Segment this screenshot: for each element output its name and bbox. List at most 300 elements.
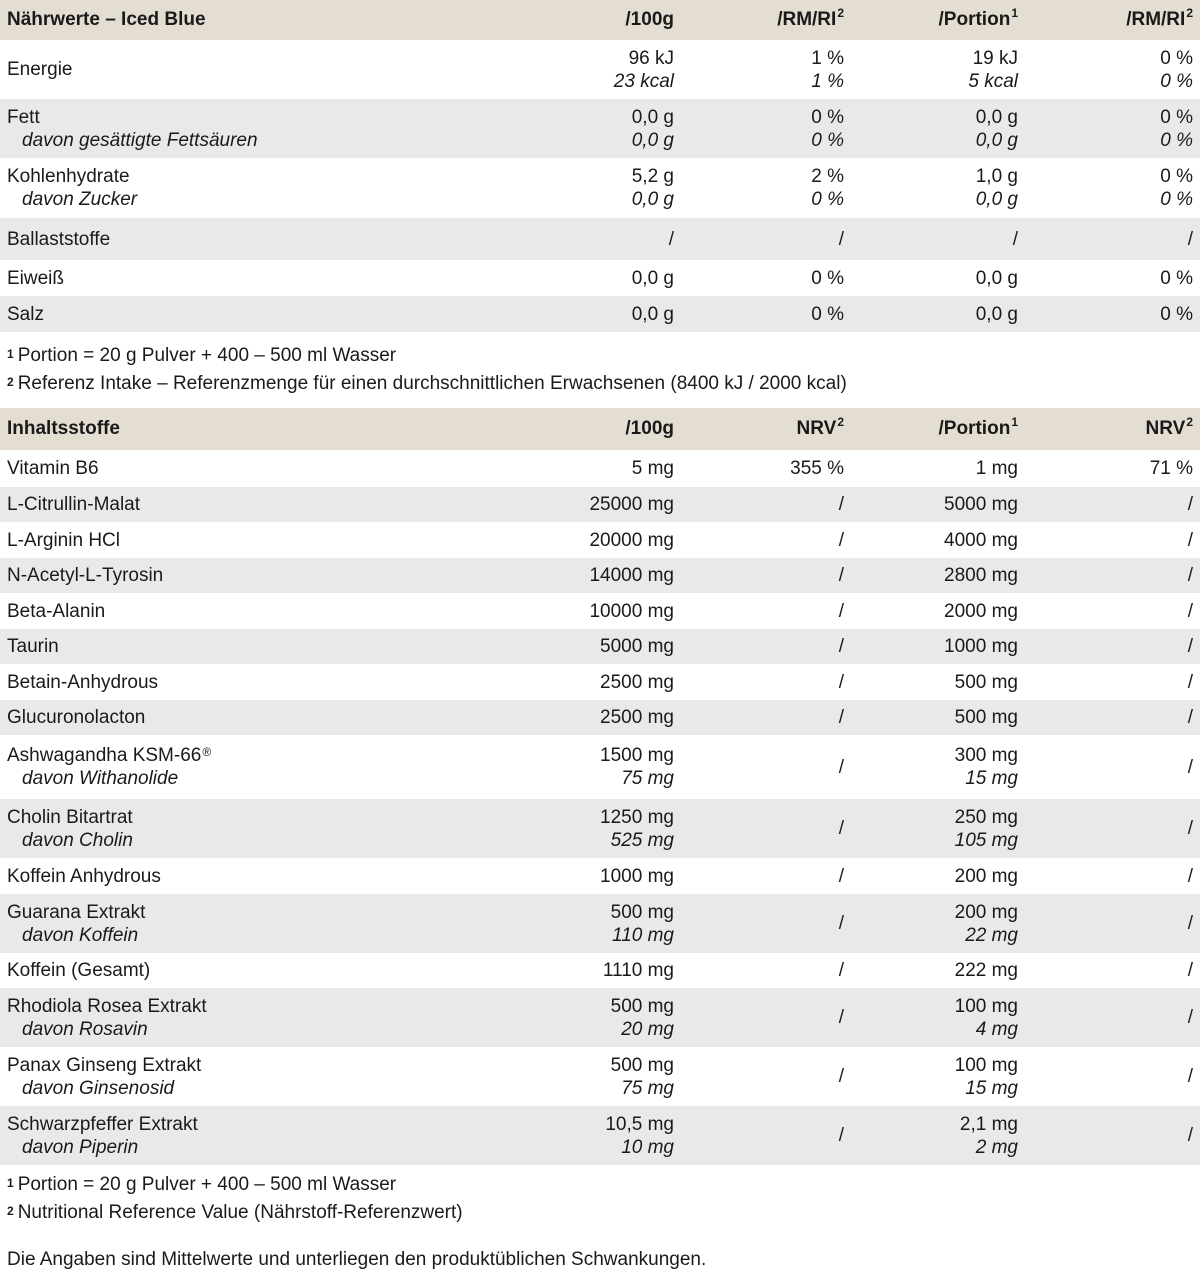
nutrition-row — [0, 260, 1200, 296]
ingredients-row-v1-value: 14000 mg — [589, 565, 674, 586]
ingredients-row-v3 — [944, 493, 1018, 516]
nutrition-footnote-1: $^1$ Portion = 20 g Pulver + 400 – 500 ml Wasser — [7, 345, 397, 366]
nutrition-row-v2 — [839, 228, 844, 251]
ingredients-row-v1 — [605, 1113, 674, 1159]
ingredients-row-v4-value: / — [1187, 865, 1193, 887]
ingredients-row-v2 — [839, 1065, 844, 1088]
nutrition-row-label: Ballaststoffe — [7, 228, 111, 250]
ingredients-row — [0, 988, 1200, 1047]
ingredients-row-v1-value: 75 mg — [621, 1077, 674, 1099]
ingredients-row-v3 — [955, 671, 1018, 694]
nutrition-row-name — [7, 228, 110, 251]
ingredients-row-v4-value: / — [1187, 707, 1193, 728]
nutrition-row-v2 — [811, 47, 844, 93]
ingredients-row-sublabel: davon Withanolide — [22, 768, 179, 789]
ingredients-row-sublabel: davon Rosavin — [22, 1018, 148, 1040]
ingredients-row — [0, 1106, 1200, 1165]
ingredients-row — [0, 953, 1200, 988]
ingredients-row-v2 — [839, 756, 844, 779]
ingredients-row-v4-value: / — [1187, 1125, 1193, 1146]
ingredients-row-v4 — [1150, 457, 1193, 480]
ingredients-row-v1-value: 20000 mg — [589, 529, 674, 551]
ingredients-row-v3-value: 1 mg — [975, 458, 1018, 479]
ingredients-row-v2 — [839, 1006, 844, 1029]
nutrition-row-v4 — [1160, 106, 1193, 152]
nutrition-row-label: Energie — [7, 59, 73, 80]
ingredients-row-label: Koffein Anhydrous — [7, 865, 161, 887]
ingredients-row-v3 — [944, 564, 1018, 587]
nutrition-header-c4: $/RM/RI^2$ — [1126, 6, 1193, 30]
ingredients-row-v3 — [976, 457, 1018, 480]
nutrition-row — [0, 296, 1200, 332]
nutrition-row-v2 — [811, 267, 844, 290]
ingredients-row-v3-value: 500 mg — [954, 707, 1018, 728]
ingredients-row-v2 — [839, 671, 844, 694]
ingredients-row-label: L-Citrullin-Malat — [7, 494, 141, 515]
ingredients-row-v2-value: / — [838, 707, 844, 728]
ingredients-row-v3 — [955, 959, 1018, 982]
ingredients-row-v3 — [944, 600, 1018, 623]
ingredients-row-label: Rhodiola Rosea Extrakt — [7, 995, 207, 1017]
ingredients-row-name — [7, 671, 158, 694]
ingredients-header-c2: NRV$^2$ — [796, 415, 844, 439]
nutrition-header-c4-sup: 2 — [1186, 6, 1193, 20]
ingredients-row-v2-value: / — [838, 865, 844, 887]
ingredients-row-v2 — [839, 600, 844, 623]
nutrition-row-v2-value: 1 % — [811, 70, 844, 92]
ingredients-row-v1-value: 2500 mg — [600, 707, 674, 728]
nutrition-row-v3 — [976, 303, 1018, 326]
ingredients-row-name — [7, 529, 120, 552]
ingredients-row-v2-value: / — [838, 756, 844, 778]
ingredients-row-label: Ashwagandha KSM-66® — [7, 745, 212, 766]
ingredients-row-v1 — [600, 806, 674, 852]
ingredients-row-v2 — [839, 912, 844, 935]
nutrition-row-v4 — [1160, 267, 1193, 290]
nutrition-row-v1-value: 23 kcal — [613, 70, 674, 92]
ingredients-row-v1 — [603, 959, 674, 982]
ingredients-row-v1 — [589, 600, 674, 623]
ingredients-row-v3 — [944, 529, 1018, 552]
ingredients-row-label: Guarana Extrakt — [7, 901, 146, 923]
nutrition-row-v4-value: 0 % — [1160, 106, 1193, 128]
nutrition-row-name — [7, 58, 73, 81]
ingredients-row-v1 — [589, 529, 674, 552]
nutrition-header-c2-sup: 2 — [837, 6, 844, 20]
nutrition-row-v3-value: 0,0 g — [975, 106, 1018, 128]
nutrition-row — [0, 158, 1200, 218]
ingredients-row-v2 — [839, 564, 844, 587]
ingredients-row-label-sup: ® — [202, 745, 212, 759]
nutrition-row — [0, 218, 1200, 260]
ingredients-row-v4-value: / — [1187, 913, 1193, 934]
nutrition-header-c2: $/RM/RI^2$ — [777, 6, 844, 30]
ingredients-table — [0, 408, 1200, 1165]
ingredients-row-v4 — [1188, 817, 1193, 840]
ingredients-row-v3 — [955, 1054, 1018, 1100]
ingredients-row-v2-value: / — [838, 818, 844, 839]
ingredients-row-v3-value: 5000 mg — [944, 494, 1018, 515]
ingredients-row-v4 — [1188, 635, 1193, 658]
ingredients-header-row — [0, 408, 1200, 450]
nutrition-row-v3-value: 1,0 g — [975, 166, 1018, 187]
ingredients-row-sublabel: davon Ginsenosid — [22, 1077, 175, 1099]
nutrition-row-v1-value: 0,0 g — [631, 267, 674, 289]
ingredients-header-c4: NRV$^2$ — [1145, 415, 1193, 439]
ingredients-row — [0, 664, 1200, 700]
ingredients-row-v1-value: 500 mg — [610, 1054, 674, 1076]
nutrition-header-c1: /100g — [625, 9, 674, 30]
nutrition-row-v3 — [968, 47, 1018, 93]
ingredients-row-v2-value: / — [838, 1007, 844, 1028]
ingredients-row-v1 — [632, 457, 674, 480]
nutrition-row-v4-value: 0 % — [1160, 267, 1193, 289]
ingredients-row-v4 — [1188, 529, 1193, 552]
nutrition-row-v2 — [811, 106, 844, 152]
nutrition-row-label: Salz — [7, 303, 44, 325]
ingredients-row-v1-value: 10,5 mg — [605, 1113, 674, 1135]
nutrition-row-v2-value: 0 % — [811, 129, 844, 151]
ingredients-row-v2 — [839, 865, 844, 888]
nutrition-row-label: Kohlenhydrate — [7, 166, 130, 187]
nutrition-row-label: Fett — [7, 106, 40, 128]
ingredients-row-v4-value: / — [1187, 1007, 1193, 1028]
ingredients-row-v3-value: 222 mg — [954, 960, 1018, 981]
nutrition-row-v4-value: 0 % — [1160, 70, 1193, 92]
ingredients-row-label: Schwarzpfeffer Extrakt — [7, 1113, 198, 1135]
ingredients-row — [0, 522, 1200, 558]
ingredients-row-v2 — [839, 635, 844, 658]
ingredients-row-v2-value: / — [838, 1066, 844, 1087]
nutrition-row-v3-value: / — [1012, 228, 1018, 250]
nutrition-row-name — [7, 267, 64, 290]
ingredients-row-v2 — [790, 457, 844, 480]
nutrition-row-v1 — [632, 303, 674, 326]
ingredients-row-name — [7, 564, 163, 587]
nutrition-row-v3 — [976, 106, 1018, 152]
ingredients-row-v1 — [600, 635, 674, 658]
ingredients-row-name — [7, 744, 211, 790]
nutrition-row-sublabel: davon Zucker — [22, 189, 138, 210]
ingredients-row-v1-value: 10 mg — [621, 1136, 674, 1158]
ingredients-row-v1 — [600, 706, 674, 729]
ingredients-row — [0, 858, 1200, 894]
ingredients-row-v4-value: / — [1187, 529, 1193, 551]
nutrition-row-v2-value: 2 % — [811, 166, 844, 187]
ingredients-row — [0, 1047, 1200, 1106]
nutrition-row-v4-value: 0 % — [1160, 166, 1193, 187]
ingredients-row-v3 — [955, 744, 1018, 790]
ingredients-row-v4 — [1188, 671, 1193, 694]
nutrition-row-v2-value: / — [838, 228, 844, 250]
ingredients-row-label: Panax Ginseng Extrakt — [7, 1054, 202, 1076]
ingredients-row-v1 — [600, 865, 674, 888]
ingredients-row-v3-value: 200 mg — [954, 865, 1018, 887]
ingredients-row — [0, 593, 1200, 629]
ingredients-row-name — [7, 706, 145, 729]
nutrition-row-v3-value: 0,0 g — [975, 267, 1018, 289]
ingredients-header-c3-sup: 1 — [1011, 415, 1018, 429]
nutrition-row-v4 — [1160, 303, 1193, 326]
ingredients-row — [0, 629, 1200, 664]
nutrition-row-v3-value: 0,0 g — [975, 189, 1018, 210]
ingredients-row-v1-value: 5 mg — [631, 458, 674, 479]
ingredients-row-v1-value: 110 mg — [612, 924, 674, 946]
nutrition-row-v3-value: 5 kcal — [968, 70, 1018, 92]
ingredients-row-v3-value: 2800 mg — [944, 565, 1018, 586]
ingredients-header-c1: /100g — [625, 418, 674, 439]
ingredients-row-v2-value: / — [838, 913, 844, 934]
nutrition-row-v2-value: 1 % — [811, 47, 844, 69]
ingredients-row-v4-value: / — [1187, 636, 1193, 657]
ingredients-row-name — [7, 493, 140, 516]
ingredients-row-label: Vitamin B6 — [7, 458, 99, 479]
ingredients-row-v1 — [611, 1054, 674, 1100]
nutrition-row-v1-value: 0,0 g — [631, 303, 674, 325]
ingredients-row-v2-value: / — [838, 1125, 844, 1146]
ingredients-footnote-1: $^1$ Portion = 20 g Pulver + 400 – 500 ml Wasser — [7, 1174, 397, 1195]
ingredients-row-v1 — [600, 671, 674, 694]
ingredients-row — [0, 700, 1200, 735]
ingredients-row-v2-value: / — [838, 960, 844, 981]
ingredients-row-v3-value: 4 mg — [975, 1018, 1018, 1040]
ingredients-row-v3-value: 105 mg — [954, 829, 1018, 851]
nutrition-row-v3 — [976, 267, 1018, 290]
ingredients-row-v4 — [1188, 600, 1193, 623]
nutrition-header-c3-sup: 1 — [1011, 6, 1018, 20]
ingredients-row-v3 — [944, 635, 1018, 658]
ingredients-row-label: Taurin — [7, 636, 59, 657]
ingredients-row-v3-value: 15 mg — [965, 1077, 1018, 1099]
ingredients-row-v3-value: 300 mg — [954, 745, 1018, 766]
ingredients-row-v4-value: / — [1187, 600, 1193, 622]
ingredients-row-name — [7, 959, 150, 982]
ingredients-row-v1-value: 2500 mg — [600, 671, 674, 693]
ingredients-row-v3 — [960, 1113, 1018, 1159]
ingredients-header-c2-sup: 2 — [837, 415, 844, 429]
nutrition-row-v1 — [669, 228, 674, 251]
nutrition-row-sublabel: davon gesättigte Fettsäuren — [22, 129, 258, 151]
nutrition-table — [0, 0, 1200, 332]
ingredients-row-v2 — [839, 1124, 844, 1147]
nutrition-row — [0, 99, 1200, 158]
ingredients-row-label: N-Acetyl-L-Tyrosin — [7, 565, 164, 586]
ingredients-row-v3-value: 15 mg — [965, 768, 1018, 789]
ingredients-row-v2 — [839, 817, 844, 840]
ingredients-header-c4-sup: 2 — [1186, 415, 1193, 429]
ingredients-row-v3-value: 4000 mg — [944, 529, 1018, 551]
ingredients-row-v2-value: / — [838, 636, 844, 657]
nutrition-row-name — [7, 106, 258, 152]
ingredients-row-name — [7, 635, 59, 658]
ingredients-row — [0, 894, 1200, 953]
ingredients-row-v4 — [1188, 912, 1193, 935]
nutrition-row-name — [7, 303, 44, 326]
nutrition-row-v3-value: 19 kJ — [972, 47, 1018, 69]
nutrition-row-v1 — [632, 106, 674, 152]
ingredients-row-label: Koffein (Gesamt) — [7, 960, 151, 981]
ingredients-row — [0, 558, 1200, 593]
ingredients-row-v1-value: 5000 mg — [600, 636, 674, 657]
ingredients-row-v1-value: 500 mg — [610, 995, 674, 1017]
ingredients-row-v4-value: / — [1187, 565, 1193, 586]
ingredients-row-v3 — [955, 995, 1018, 1041]
nutrition-row-v2-value: 0 % — [811, 303, 844, 325]
ingredients-header-c3: /Portion$^1$ — [938, 415, 1018, 439]
nutrition-row-name — [7, 165, 137, 211]
nutrition-row-v1-value: 96 kJ — [628, 47, 674, 69]
nutrition-row-v1-value: 0,0 g — [631, 129, 674, 151]
ingredients-header-label: Inhaltsstoffe — [7, 418, 120, 439]
nutrition-row-v2-value: 0 % — [811, 267, 844, 289]
nutrition-row-v4-value: 0 % — [1160, 189, 1193, 210]
nutrition-row-v3-value: 0,0 g — [975, 129, 1018, 151]
ingredients-row-v2 — [839, 493, 844, 516]
ingredients-row-v2-value: 355 % — [790, 458, 844, 479]
ingredients-row-name — [7, 1054, 201, 1100]
ingredients-row-v2-value: / — [838, 494, 844, 515]
ingredients-row-v3 — [955, 806, 1018, 852]
ingredients-row-v2-value: / — [838, 565, 844, 586]
ingredients-row-v2 — [839, 529, 844, 552]
ingredients-row-v1-value: 525 mg — [610, 829, 674, 851]
ingredients-row-v4 — [1188, 865, 1193, 888]
ingredients-row-v2 — [839, 706, 844, 729]
ingredients-row-name — [7, 457, 99, 480]
nutrition-row-label: Eiweiß — [7, 267, 65, 289]
ingredients-row-v3-value: 22 mg — [965, 924, 1018, 946]
ingredients-row-v3-value: 100 mg — [954, 995, 1018, 1017]
nutrition-row — [0, 40, 1200, 99]
nutrition-row-v4-value: 0 % — [1160, 129, 1193, 151]
ingredients-row-v1-value: 1000 mg — [600, 865, 674, 887]
ingredients-row-v4-value: / — [1187, 756, 1193, 778]
nutrition-header-row — [0, 0, 1200, 40]
nutrition-row-v1 — [632, 165, 674, 211]
ingredients-row-v4 — [1188, 959, 1193, 982]
nutrition-row-v1-value: 0,0 g — [631, 106, 674, 128]
ingredients-row-v4-value: / — [1187, 1066, 1193, 1087]
ingredients-row-v1 — [589, 493, 674, 516]
ingredients-row-name — [7, 995, 207, 1041]
ingredients-row-v2 — [839, 959, 844, 982]
ingredients-row-v3-value: 2 mg — [975, 1136, 1018, 1158]
ingredients-row-name — [7, 600, 105, 623]
ingredients-row-v4-value: / — [1187, 960, 1193, 981]
ingredients-row-v3-value: 2,1 mg — [959, 1113, 1018, 1135]
nutrition-row-v3-value: 0,0 g — [975, 303, 1018, 325]
ingredients-row-v4 — [1188, 1006, 1193, 1029]
nutrition-row-v4 — [1160, 47, 1193, 93]
ingredients-row-name — [7, 806, 133, 852]
ingredients-row-v1 — [600, 744, 674, 790]
nutrition-row-v4-value: 0 % — [1160, 303, 1193, 325]
ingredients-row-v3-value: 100 mg — [954, 1054, 1018, 1076]
ingredients-row-sublabel: davon Piperin — [22, 1136, 139, 1158]
ingredients-row-v1-value: 75 mg — [621, 768, 674, 789]
ingredients-row — [0, 487, 1200, 522]
nutrition-row-v2-value: 0 % — [811, 106, 844, 128]
ingredients-row-label: Glucuronolacton — [7, 707, 146, 728]
ingredients-row-v2-value: / — [838, 529, 844, 551]
ingredients-row-name — [7, 901, 145, 947]
ingredients-row — [0, 735, 1200, 799]
ingredients-row-label: L-Arginin HCl — [7, 529, 120, 551]
ingredients-row-v4 — [1188, 564, 1193, 587]
ingredients-row-v1-value: 25000 mg — [589, 494, 674, 515]
ingredients-row-label: Cholin Bitartrat — [7, 806, 133, 828]
ingredients-row-v1 — [611, 995, 674, 1041]
ingredients-row-v1 — [589, 564, 674, 587]
ingredients-row-v3 — [955, 706, 1018, 729]
ingredients-row-label: Beta-Alanin — [7, 600, 106, 622]
nutrition-row-v3 — [1013, 228, 1018, 251]
disclaimer: Die Angaben sind Mittelwerte und unterliegen den produktüblichen Schwankungen. — [7, 1249, 707, 1270]
ingredients-row-v1-value: 1250 mg — [600, 806, 674, 828]
ingredients-row-v4 — [1188, 756, 1193, 779]
ingredients-row-v4 — [1188, 1124, 1193, 1147]
nutrition-header-c3: /Portion$^1$ — [938, 6, 1018, 30]
ingredients-row-name — [7, 865, 161, 888]
ingredients-row-v4-value: / — [1187, 818, 1193, 839]
ingredients-row-v4-value: / — [1187, 494, 1193, 515]
ingredients-row-v3-value: 500 mg — [954, 671, 1018, 693]
ingredients-row-name — [7, 1113, 198, 1159]
ingredients-row-v1-value: 10000 mg — [589, 600, 674, 622]
ingredients-row-v3 — [955, 865, 1018, 888]
ingredients-row-v1-value: 500 mg — [610, 901, 674, 923]
ingredients-row-v4-value: / — [1187, 671, 1193, 693]
ingredients-row-sublabel: davon Koffein — [22, 924, 139, 946]
ingredients-row-v3-value: 200 mg — [954, 901, 1018, 923]
ingredients-row-label: Betain-Anhydrous — [7, 671, 159, 693]
ingredients-footnote-2: $^2$ Nutritional Reference Value (Nährstoff-Referenzwert) — [7, 1202, 463, 1223]
ingredients-row-v1 — [611, 901, 674, 947]
ingredients-row — [0, 799, 1200, 858]
nutrition-row-v1-value: / — [668, 228, 674, 250]
ingredients-row-v4 — [1188, 1065, 1193, 1088]
nutrition-row-v1-value: 5,2 g — [631, 166, 674, 187]
ingredients-row-v1-value: 20 mg — [621, 1018, 674, 1040]
ingredients-row-v4 — [1188, 706, 1193, 729]
nutrition-row-v4 — [1188, 228, 1193, 251]
ingredients-row-v4 — [1188, 493, 1193, 516]
nutrition-row-v1 — [614, 47, 674, 93]
ingredients-row-v3-value: 250 mg — [954, 806, 1018, 828]
ingredients-row-v1-value: 1500 mg — [600, 745, 674, 766]
nutrition-header-label: Nährwerte – Iced Blue — [7, 9, 206, 30]
nutrition-row-v4-value: / — [1187, 228, 1193, 250]
nutrition-row-v3 — [976, 165, 1018, 211]
ingredients-row — [0, 450, 1200, 487]
ingredients-row-v3-value: 1000 mg — [944, 636, 1018, 657]
ingredients-row-v2-value: / — [838, 600, 844, 622]
nutrition-row-v4-value: 0 % — [1160, 47, 1193, 69]
nutrition-row-v4 — [1160, 165, 1193, 211]
ingredients-row-v2-value: / — [838, 671, 844, 693]
nutrition-footnote-2: $^2$ Referenz Intake – Referenzmenge für einen durchschnittlichen Erwachsenen (8400 kJ / 2000 kcal) — [7, 373, 847, 394]
ingredients-row-v3-value: 2000 mg — [944, 600, 1018, 622]
ingredients-row-v3 — [955, 901, 1018, 947]
ingredients-row-sublabel: davon Cholin — [22, 829, 133, 851]
ingredients-row-v4-value: 71 % — [1149, 458, 1193, 479]
ingredients-row-v1-value: 1110 mg — [602, 960, 674, 981]
nutrition-row-v1-value: 0,0 g — [631, 189, 674, 210]
nutrition-row-v2 — [811, 303, 844, 326]
nutrition-row-v1 — [632, 267, 674, 290]
nutrition-row-v2-value: 0 % — [811, 189, 844, 210]
nutrition-row-v2 — [811, 165, 844, 211]
